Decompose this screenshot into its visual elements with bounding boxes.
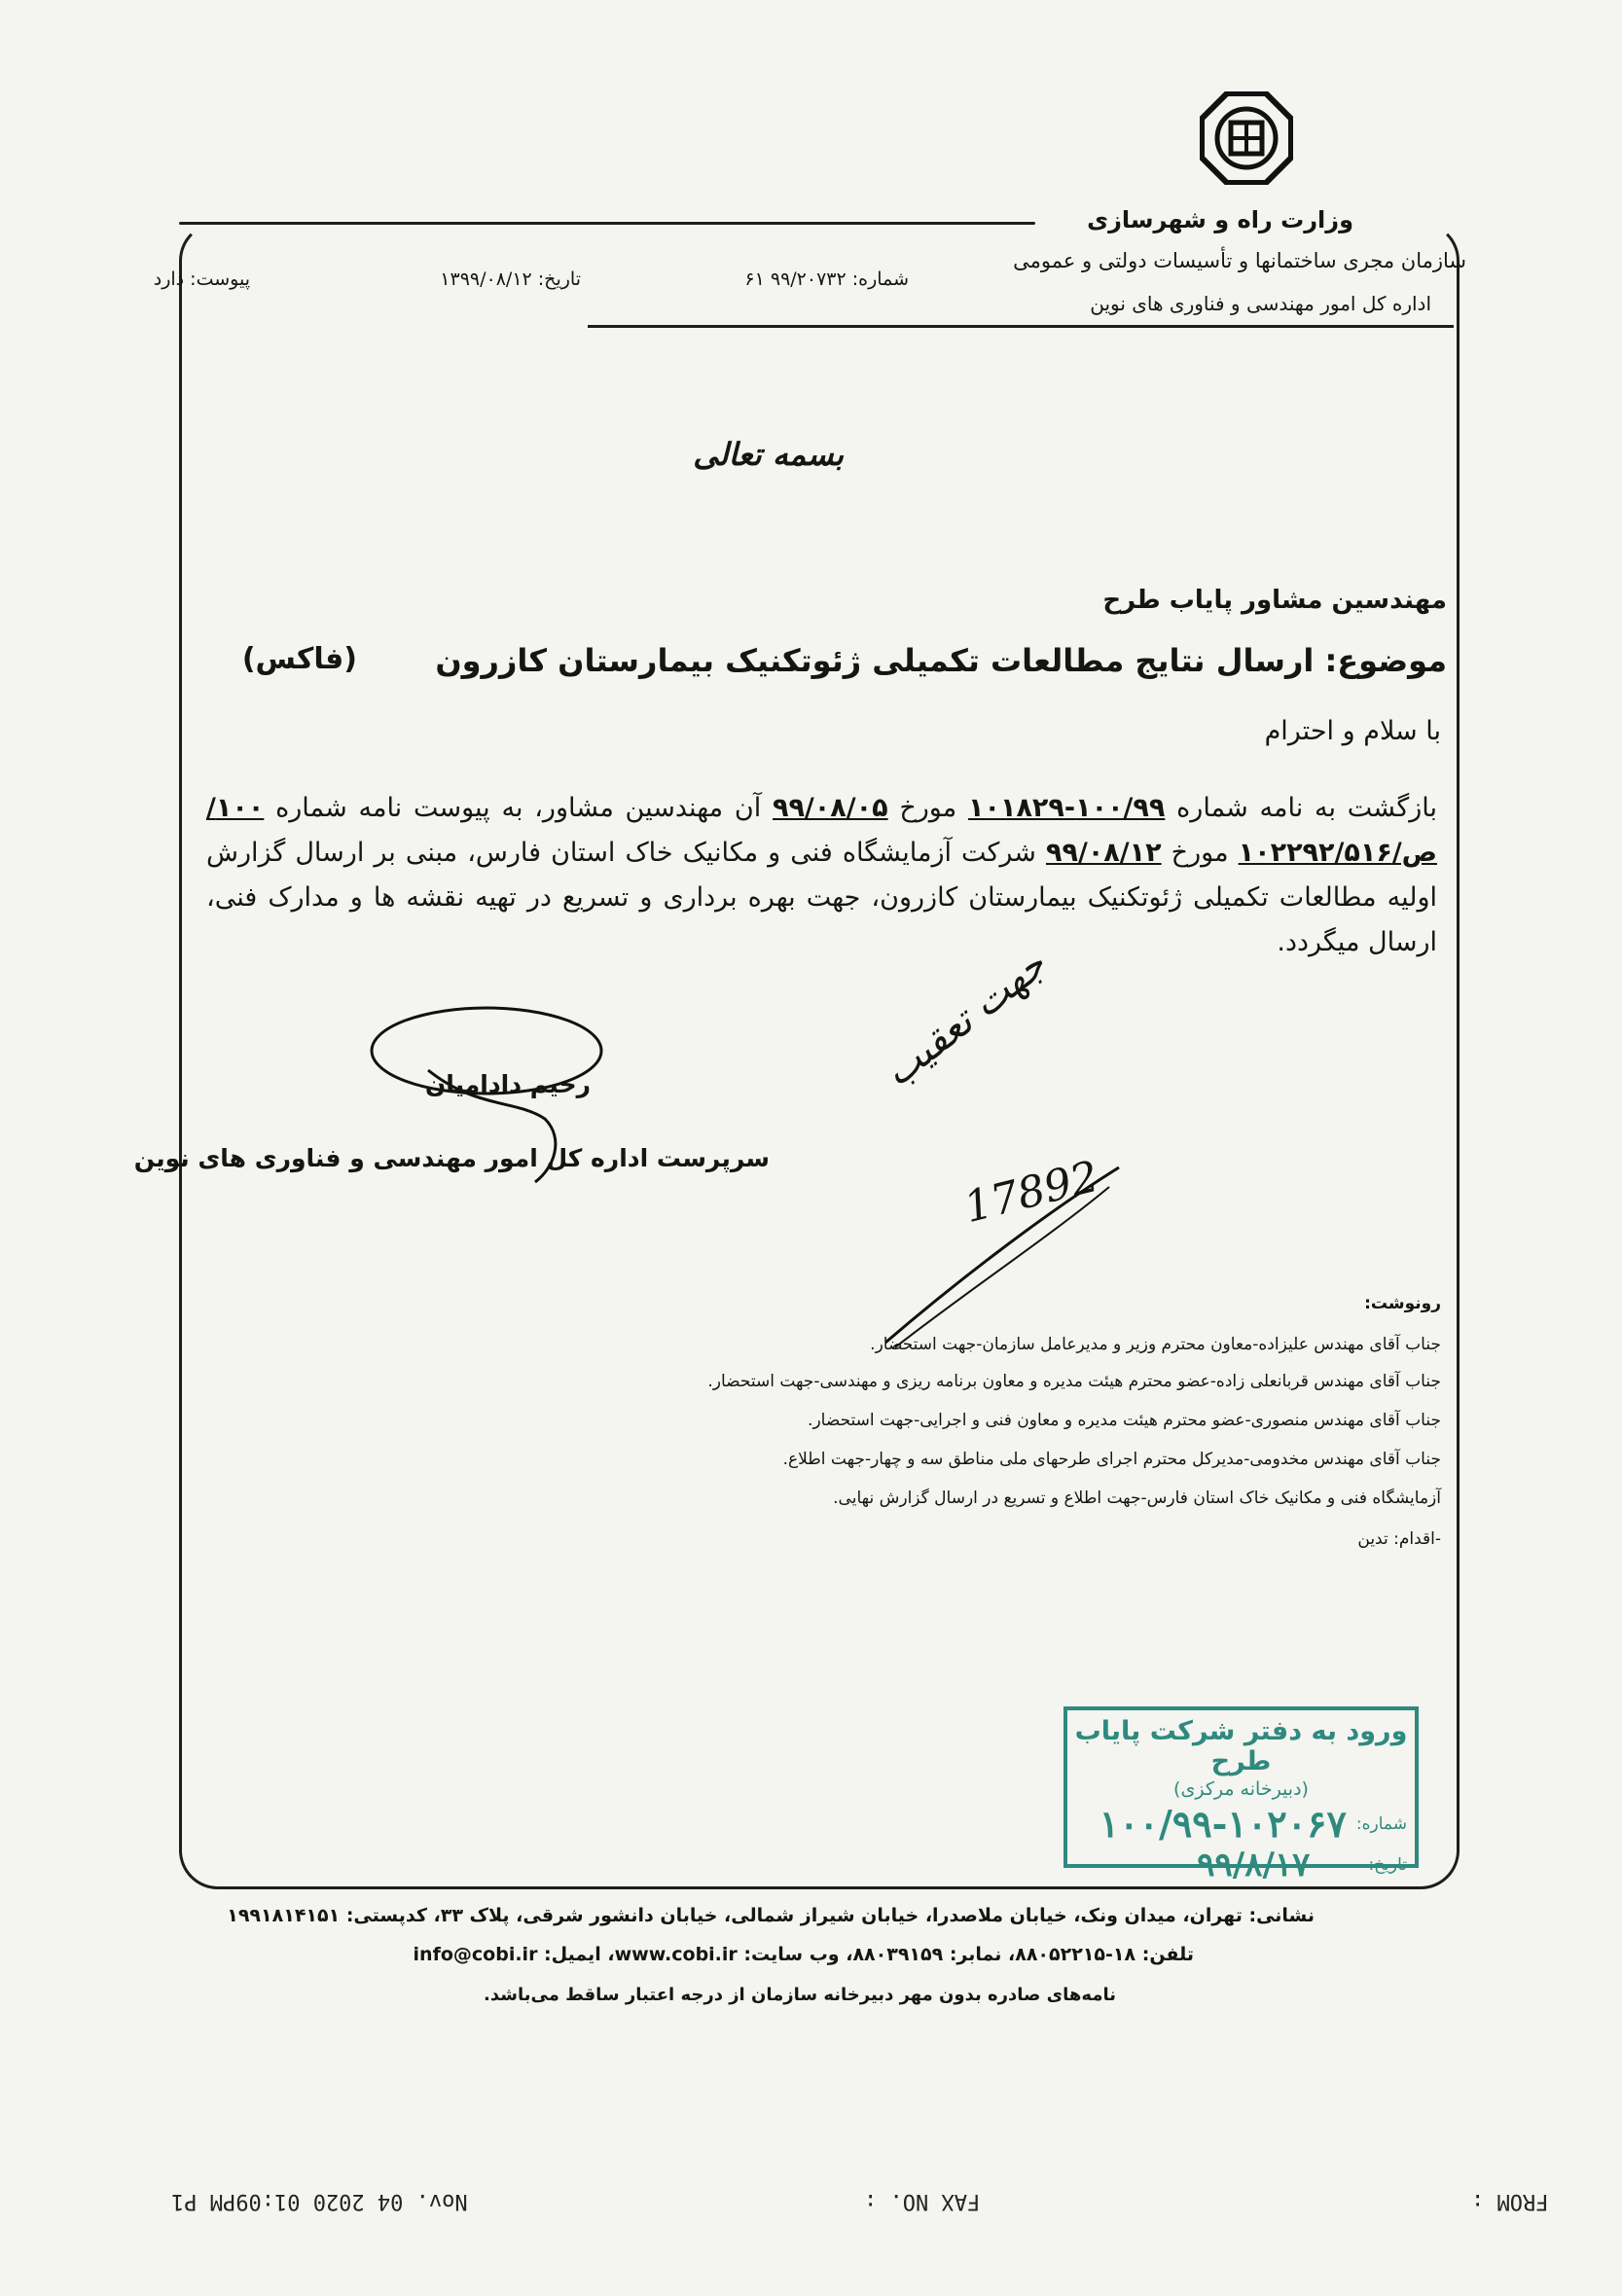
handwritten-note: جهت تعقیب	[876, 942, 1055, 1096]
letter-attachment: پیوست: دارد	[153, 269, 250, 290]
letter-date: تاریخ: ۱۳۹۹/۰۸/۱۲	[440, 269, 581, 290]
cc-item: جناب آقای مهندس منصوری-عضو محترم هیئت مدیره و معاون فنی و اجرایی-جهت استحضار.	[808, 1411, 1441, 1430]
fax-datetime: Nov. 04 2020 01:09PM P1	[171, 2189, 468, 2213]
lab-letter-number: ۱۰۰/ص/۱۰۲۲۹۲/۵۱۶	[206, 793, 1437, 868]
stamp-date: ۹۹/۸/۱۷	[1197, 1846, 1311, 1884]
cc-item: جناب آقای مهندس علیزاده-معاون محترم وزیر و مدیرعامل سازمان-جهت استحضار.	[870, 1335, 1441, 1354]
invocation: بسمه تعالی	[693, 436, 844, 473]
frame-top-right-line	[588, 325, 1454, 328]
ministry-name: وزارت راه و شهرسازی	[1087, 206, 1353, 233]
reference-date: ۹۹/۰۸/۰۵	[772, 793, 888, 823]
signatory-name: رحیم دادامیان	[424, 1070, 591, 1098]
stamp-title: ورود به دفتر شرکت پایاب طرح	[1074, 1716, 1408, 1776]
letter-number: شماره: ۹۹/۲۰۷۳۲ ۶۱	[744, 269, 909, 290]
stamp-number: ۱۰۰/۹۹-۱۰۲۰۶۷	[1099, 1802, 1347, 1846]
subject-line: موضوع: ارسال نتایج مطالعات تکمیلی ژئوتکنیک بیمارستان کازرون	[435, 642, 1447, 679]
recipient: مهندسین مشاور پایاب طرح	[1102, 586, 1447, 615]
received-stamp	[1063, 1706, 1419, 1884]
footer-notice: نامه‌های صادره بدون مهر دبیرخانه سازمان از درجه اعتبار ساقط می‌باشد.	[484, 1985, 1116, 2005]
cc-heading: رونوشت:	[1364, 1294, 1441, 1313]
fax-from: FROM :	[1471, 2189, 1549, 2213]
fax-number: FAX NO. :	[864, 2189, 981, 2213]
signatory-title: سرپرست اداره کل امور مهندسی و فناوری های نوین	[133, 1144, 770, 1172]
handwritten-strokes	[876, 1158, 1129, 1352]
fax-note: (فاکس)	[241, 642, 357, 676]
department-name: اداره کل امور مهندسی و فناوری های نوین	[1090, 292, 1431, 315]
cc-item: جناب آقای مهندس مخدومی-مدیرکل محترم اجرای طرحهای ملی مناطق سه و چهار-جهت اطلاع.	[782, 1450, 1441, 1469]
handwritten-number: 17892	[958, 1151, 1104, 1234]
cc-item: آزمایشگاه فنی و مکانیک خاک استان فارس-جهت اطلاع و تسریع در ارسال گزارش نهایی.	[833, 1489, 1441, 1508]
stamp-subtitle: (دبیرخانه مرکزی)	[1173, 1778, 1309, 1800]
reference-number: ۱۰۰/۹۹-۱۰۱۸۲۹	[968, 793, 1166, 823]
stamp-date-label: تاریخ:	[1368, 1855, 1407, 1875]
lab-letter-date: ۹۹/۰۸/۱۲	[1046, 838, 1162, 868]
footer-address: نشانی: تهران، میدان ونک، خیابان ملاصدرا، خیابان شیراز شمالی، خیابان دانشور شرقی، پلاک ۳۳، کدپستی: ۱۹۹۱۸۱۴۱۵۱	[227, 1905, 1315, 1926]
salutation: با سلام و احترام	[1264, 716, 1441, 746]
cc-item: -اقدام: تدین	[1357, 1529, 1441, 1549]
footer-contact: تلفن: ۱۸-۸۸۰۵۲۲۱۵، نمابر: ۸۸۰۳۹۱۵۹، وب سایت: www.cobi.ir، ایمیل: info@cobi.ir	[413, 1944, 1194, 1965]
stamp-number-label: شماره:	[1355, 1813, 1407, 1834]
cc-item: جناب آقای مهندس قربانعلی زاده-عضو محترم هیئت مدیره و معاون برنامه ریزی و مهندسی-جهت استحضار.	[707, 1372, 1441, 1391]
organization-name: سازمان مجری ساختمانها و تأسیسات دولتی و عمومی	[1013, 249, 1466, 272]
ministry-logo	[1200, 91, 1293, 185]
letter-body: بازگشت به نامه شماره ۱۰۰/۹۹-۱۰۱۸۲۹ مورخ ۹۹/۰۸/۰۵ آن مهندسین مشاور، به پیوست نامه شماره ۱۰۰/ص/۱۰۲۲۹۲/۵۱۶ مورخ ۹۹/۰۸/۱۲ شرکت آزمایشگاه فنی و مکانیک خاک استان فارس، مبنی بر ارسال گزارش اولیه مطالعات تکمیلی ژئوتکنیک بیمارستان کازرون، جهت بهره برداری و تسریع در تهیه نقشه ها و مدارک فنی، ارسال میگردد.	[206, 793, 1437, 957]
